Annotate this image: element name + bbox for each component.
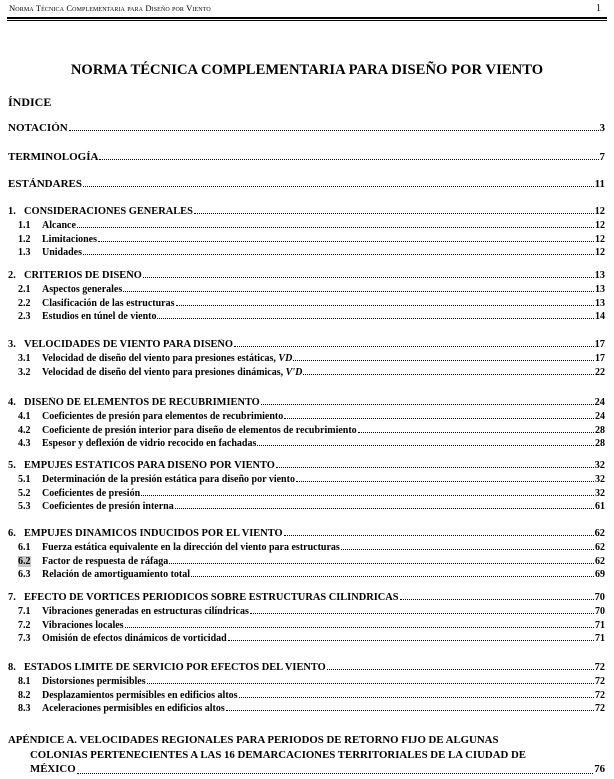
dot-leader bbox=[284, 417, 594, 419]
toc-entry-number: 6.3 bbox=[18, 569, 31, 581]
toc-entry-label-text: EFECTO DE VÓRTICES PERIÓDICOS SOBRE ESTRUCTURAS CILÍNDRICAS bbox=[24, 592, 399, 603]
toc-subsection-entry[interactable] bbox=[8, 633, 605, 644]
toc-entry-label-text: NOTACIÓN bbox=[8, 122, 68, 134]
toc-entry-number: 6. bbox=[8, 528, 16, 539]
toc-entry-page: 69 bbox=[595, 569, 605, 581]
toc-entry-label bbox=[42, 690, 238, 701]
toc-entry-number: 6.1 bbox=[18, 542, 31, 553]
dot-leader bbox=[296, 480, 594, 482]
appendix-title-line-1: APÉNDICE A. VELOCIDADES REGIONALES PARA PERIODOS DE RETORNO FIJO DE ALGUNAS bbox=[8, 734, 499, 746]
toc-entry-label bbox=[42, 425, 357, 436]
dot-leader bbox=[176, 304, 595, 306]
header-rule bbox=[7, 17, 607, 21]
dot-leader bbox=[303, 373, 594, 375]
toc-subsection-entry[interactable] bbox=[8, 569, 605, 580]
toc-entry-label-text: DISEÑO DE ELEMENTOS DE RECUBRIMIENTO bbox=[24, 397, 260, 408]
toc-entry-label bbox=[24, 460, 275, 471]
toc-subsection-entry[interactable] bbox=[8, 284, 605, 295]
toc-entry-label-text: Desplazamientos permisibles en edificios altos bbox=[42, 689, 238, 701]
toc-entry-number: 8.3 bbox=[18, 703, 31, 715]
toc-entry-label bbox=[24, 270, 142, 281]
toc-entry-label bbox=[42, 438, 256, 449]
toc-entry-page: 22 bbox=[595, 366, 605, 378]
toc-entry-page: 13 bbox=[594, 270, 605, 281]
toc-entry-label bbox=[42, 542, 340, 553]
toc-entry-label-text: Fuerza estática equivalente en la dirección del viento para estructuras bbox=[42, 542, 340, 553]
toc-entry-page: 72 bbox=[595, 689, 605, 701]
appendix-page-number: 76 bbox=[594, 763, 605, 775]
dot-leader bbox=[234, 345, 594, 347]
toc-entry-page: 72 bbox=[595, 676, 605, 687]
toc-entry-number: 1.3 bbox=[18, 247, 31, 259]
toc-entry-page: 32 bbox=[594, 460, 605, 471]
toc-entry-page: 62 bbox=[594, 528, 605, 539]
toc-entry-page: 70 bbox=[594, 592, 605, 603]
dot-leader bbox=[141, 494, 594, 496]
toc-entry-page: 12 bbox=[595, 247, 605, 259]
toc-entry-page: 32 bbox=[595, 487, 605, 499]
toc-entry-label-text: Coeficiente de presión interior para diseño de elementos de recubrimiento bbox=[42, 424, 357, 436]
dot-leader bbox=[276, 466, 594, 468]
toc-subsection-entry[interactable] bbox=[8, 411, 605, 422]
toc-entry-label-text: EMPUJES DINÁMICOS INDUCIDOS POR EL VIENTO bbox=[24, 528, 283, 539]
toc-entry-page: 24 bbox=[595, 411, 605, 422]
toc-entry-label bbox=[42, 284, 122, 295]
toc-entry-number: 4.3 bbox=[18, 438, 31, 450]
toc-entry-label-text: Determinación de la presión estática para diseño por viento bbox=[42, 474, 295, 485]
toc-entry-label bbox=[42, 247, 82, 258]
toc-entry-label-text: VELOCIDADES DE VIENTO PARA DISEÑO bbox=[24, 339, 234, 350]
toc-entry-label bbox=[42, 501, 174, 512]
toc-front-matter-entry[interactable] bbox=[8, 178, 605, 190]
toc-entry-label-text: TERMINOLOGÍA bbox=[8, 151, 99, 163]
running-head: Norma Técnica Complementaria para Diseño por Viento bbox=[9, 3, 211, 13]
page-header bbox=[7, 2, 607, 16]
dot-leader bbox=[157, 317, 594, 319]
toc-entry-page: 11 bbox=[594, 178, 605, 190]
toc-entry-label bbox=[24, 339, 233, 350]
dot-leader bbox=[169, 562, 594, 564]
toc-entry-page: 70 bbox=[595, 606, 605, 617]
toc-entry-page: 14 bbox=[595, 311, 605, 323]
toc-entry-number: 7.2 bbox=[18, 619, 31, 631]
toc-section-entry[interactable] bbox=[8, 397, 605, 408]
dot-leader bbox=[284, 534, 594, 536]
toc-entry-label bbox=[42, 606, 249, 617]
appendix-title-line-3 bbox=[8, 762, 605, 777]
toc-appendix-entry[interactable] bbox=[8, 733, 605, 777]
toc-subsection-entry[interactable] bbox=[8, 220, 605, 231]
dot-leader bbox=[77, 226, 594, 228]
toc-entry-label-text: Velocidad de diseño del viento para presiones dinámicas, bbox=[42, 366, 284, 378]
toc-entry-label bbox=[24, 397, 260, 408]
toc-subsection-entry[interactable] bbox=[8, 620, 605, 631]
toc-entry-variable: V'D bbox=[285, 366, 303, 378]
toc-entry-label bbox=[24, 206, 193, 217]
toc-entry-number: 1.2 bbox=[18, 233, 31, 245]
toc-front-matter-entry[interactable] bbox=[8, 151, 605, 163]
toc-entry-number: 4.2 bbox=[18, 424, 31, 436]
toc-entry-label bbox=[42, 488, 140, 499]
toc-entry-number: 5. bbox=[8, 460, 16, 471]
toc-subsection-entry[interactable] bbox=[8, 690, 605, 701]
toc-entry-label-text: Relación de amortiguamiento total bbox=[42, 569, 191, 581]
toc-entry-label bbox=[42, 556, 168, 567]
toc-entry-label-text: Aceleraciones permisibles en edificios altos bbox=[42, 703, 225, 715]
toc-entry-page: 72 bbox=[594, 662, 605, 673]
dot-leader bbox=[400, 598, 594, 600]
dot-leader bbox=[125, 626, 594, 628]
toc-subsection-entry[interactable] bbox=[8, 311, 605, 322]
dot-leader bbox=[293, 359, 594, 361]
toc-entry-number: 3.2 bbox=[18, 366, 31, 378]
toc-entry-label-text: Limitaciones bbox=[42, 233, 97, 245]
toc-entry-number: 1. bbox=[8, 206, 16, 217]
dot-leader bbox=[228, 639, 594, 641]
toc-entry-page: 71 bbox=[595, 619, 605, 631]
toc-entry-number: 2.3 bbox=[18, 311, 31, 323]
index-heading: ÍNDICE bbox=[8, 95, 52, 109]
dot-leader bbox=[358, 431, 594, 433]
toc-entry-label-text: ESTADOS LÍMITE DE SERVICIO POR EFECTOS DEL VIENTO bbox=[24, 662, 326, 673]
toc-entry-label-text: Factor de respuesta de ráfaga bbox=[42, 555, 169, 567]
dot-leader bbox=[83, 185, 594, 187]
toc-subsection-entry[interactable] bbox=[8, 353, 605, 364]
toc-subsection-entry[interactable] bbox=[8, 542, 605, 553]
toc-section-entry[interactable] bbox=[8, 592, 605, 603]
toc-entry-number: 8.2 bbox=[18, 689, 31, 701]
toc-subsection-entry[interactable] bbox=[8, 247, 605, 258]
toc-entry-label-text: Coeficientes de presión interna bbox=[42, 501, 174, 513]
toc-entry-page: 17 bbox=[594, 339, 605, 350]
toc-section-entry[interactable] bbox=[8, 460, 605, 471]
dot-leader bbox=[257, 444, 594, 446]
toc-entry-label-text: Espesor y deflexión de vidrio recocido en fachadas bbox=[42, 438, 257, 450]
dot-leader bbox=[226, 709, 594, 711]
toc-section-entry[interactable] bbox=[8, 270, 605, 281]
toc-entry-page: 12 bbox=[594, 206, 605, 217]
toc-entry-label-text: CONSIDERACIONES GENERALES bbox=[24, 206, 193, 217]
dot-leader bbox=[261, 403, 594, 405]
toc-entry-label-text: Distorsiones permisibles bbox=[42, 676, 146, 687]
toc-entry-number: 7.1 bbox=[18, 606, 31, 617]
dot-leader bbox=[194, 212, 594, 214]
toc-entry-number: 2.2 bbox=[18, 297, 31, 309]
dot-leader bbox=[77, 772, 594, 774]
toc-entry-label-text: Clasificación de las estructuras bbox=[42, 297, 175, 309]
toc-entry-label-text: CRITERIOS DE DISEÑO bbox=[24, 270, 142, 281]
toc-section-entry[interactable] bbox=[8, 339, 605, 350]
toc-entry-number: 1.1 bbox=[18, 220, 31, 231]
toc-entry-label bbox=[24, 662, 326, 673]
toc-subsection-entry[interactable] bbox=[8, 556, 605, 567]
toc-entry-label-text: Alcance bbox=[42, 220, 76, 231]
dot-leader bbox=[250, 612, 594, 614]
toc-entry-label-text: Estudios en túnel de viento bbox=[42, 311, 157, 323]
dot-leader bbox=[341, 548, 594, 550]
toc-entry-number: 5.2 bbox=[18, 487, 31, 499]
toc-entry-label-text: Omisión de efectos dinámicos de vorticidad bbox=[42, 633, 227, 645]
toc-entry-page: 62 bbox=[595, 555, 605, 567]
document-title: NORMA TÉCNICA COMPLEMENTARIA PARA DISEÑO POR VIENTO bbox=[70, 62, 544, 78]
dot-leader bbox=[147, 682, 594, 684]
toc-entry-page: 24 bbox=[594, 397, 605, 408]
appendix-title-line-3-text: MÉXICO bbox=[30, 763, 76, 775]
toc-entry-label bbox=[8, 151, 98, 163]
toc-entry-label-text: Velocidad de diseño del viento para presiones estáticas, bbox=[42, 353, 276, 364]
toc-entry-page: 12 bbox=[595, 233, 605, 245]
dot-leader bbox=[99, 158, 598, 160]
toc-entry-label bbox=[42, 703, 225, 714]
toc-front-matter-entry[interactable] bbox=[8, 122, 605, 134]
toc-entry-label bbox=[42, 367, 302, 378]
highlighted-entry-number: 6.2 bbox=[18, 555, 31, 567]
toc-subsection-entry[interactable] bbox=[8, 298, 605, 309]
toc-entry-number: 2. bbox=[8, 270, 16, 281]
toc-entry-label-text: Coeficientes de presión bbox=[42, 487, 141, 499]
dot-leader bbox=[143, 276, 594, 278]
toc-entry-label bbox=[42, 298, 175, 309]
toc-subsection-entry[interactable] bbox=[8, 367, 605, 378]
toc-entry-number: 8.1 bbox=[18, 676, 31, 687]
dot-leader bbox=[327, 668, 594, 670]
toc-entry-page: 17 bbox=[595, 353, 605, 364]
toc-subsection-entry[interactable] bbox=[8, 438, 605, 449]
toc-entry-page: 32 bbox=[595, 474, 605, 485]
dot-leader bbox=[98, 240, 594, 242]
toc-entry-variable: VD bbox=[278, 353, 293, 364]
toc-subsection-entry[interactable] bbox=[8, 606, 605, 617]
toc-subsection-entry[interactable] bbox=[8, 425, 605, 436]
toc-entry-number: 5.1 bbox=[18, 474, 31, 485]
toc-entry-label-text: Vibraciones locales bbox=[42, 619, 124, 631]
toc-entry-page: 12 bbox=[595, 220, 605, 231]
appendix-title-line-2: COLONIAS PERTENECIENTES A LAS 16 DEMARCACIONES TERRITORIALES DE LA CIUDAD DE bbox=[30, 748, 526, 761]
toc-entry-label-text: Vibraciones generadas en estructuras cilíndricas bbox=[42, 606, 249, 617]
toc-entry-label-text: ESTÁNDARES bbox=[8, 178, 82, 190]
toc-entry-label-text: Unidades bbox=[42, 247, 83, 259]
toc-subsection-entry[interactable] bbox=[8, 474, 605, 485]
toc-entry-page: 61 bbox=[595, 501, 605, 513]
toc-entry-label-text: EMPUJES ESTÁTICOS PARA DISEÑO POR VIENTO bbox=[24, 460, 275, 471]
toc-entry-label bbox=[42, 676, 146, 687]
toc-subsection-entry[interactable] bbox=[8, 703, 605, 714]
toc-subsection-entry[interactable] bbox=[8, 488, 605, 499]
toc-entry-label bbox=[42, 620, 124, 631]
toc-entry-page: 62 bbox=[595, 542, 605, 553]
toc-entry-label bbox=[42, 353, 292, 364]
toc-entry-page: 72 bbox=[595, 703, 605, 715]
toc-entry-number: 7.3 bbox=[18, 633, 31, 645]
dot-leader bbox=[191, 575, 594, 577]
toc-section-entry[interactable] bbox=[8, 528, 605, 539]
toc-entry-label bbox=[42, 220, 76, 231]
page-number: 1 bbox=[596, 3, 601, 14]
toc-entry-label bbox=[42, 411, 283, 422]
toc-subsection-entry[interactable] bbox=[8, 676, 605, 687]
toc-entry-number: 5.3 bbox=[18, 501, 31, 513]
toc-entry-label bbox=[42, 311, 156, 322]
toc-subsection-entry[interactable] bbox=[8, 234, 605, 245]
toc-entry-label bbox=[24, 528, 283, 539]
toc-entry-label bbox=[42, 569, 190, 580]
dot-leader bbox=[123, 290, 594, 292]
dot-leader bbox=[69, 129, 599, 131]
toc-entry-number bbox=[18, 556, 42, 567]
dot-leader bbox=[239, 696, 594, 698]
toc-entry-label-text: Coeficientes de presión para elementos de recubrimiento bbox=[42, 411, 284, 422]
toc-entry-number: 4.1 bbox=[18, 411, 31, 422]
toc-entry-number: 3. bbox=[8, 339, 16, 350]
toc-entry-page: 28 bbox=[595, 424, 605, 436]
dot-leader bbox=[83, 253, 594, 255]
toc-entry-label bbox=[24, 592, 399, 603]
toc-entry-number: 2.1 bbox=[18, 284, 31, 295]
toc-section-entry[interactable] bbox=[8, 206, 605, 217]
toc-entry-page: 71 bbox=[595, 633, 605, 645]
toc-entry-label bbox=[42, 474, 295, 485]
toc-entry-page: 28 bbox=[595, 438, 605, 450]
toc-section-entry[interactable] bbox=[8, 662, 605, 673]
toc-subsection-entry[interactable] bbox=[8, 501, 605, 512]
toc-entry-label bbox=[8, 122, 68, 134]
toc-entry-number: 3.1 bbox=[18, 353, 31, 364]
toc-entry-page: 13 bbox=[595, 297, 605, 309]
toc-entry-label-text: Aspectos generales bbox=[42, 284, 123, 295]
toc-entry-label bbox=[8, 178, 82, 190]
toc-entry-number: 7. bbox=[8, 592, 16, 603]
toc-entry-label bbox=[42, 234, 97, 245]
toc-entry-label bbox=[42, 633, 227, 644]
toc-entry-page: 13 bbox=[595, 284, 605, 295]
dot-leader bbox=[175, 507, 594, 509]
toc-entry-number: 4. bbox=[8, 397, 16, 408]
toc-entry-number: 8. bbox=[8, 662, 16, 673]
toc-entry-page: 3 bbox=[599, 122, 605, 134]
toc-entry-page: 7 bbox=[599, 151, 605, 163]
